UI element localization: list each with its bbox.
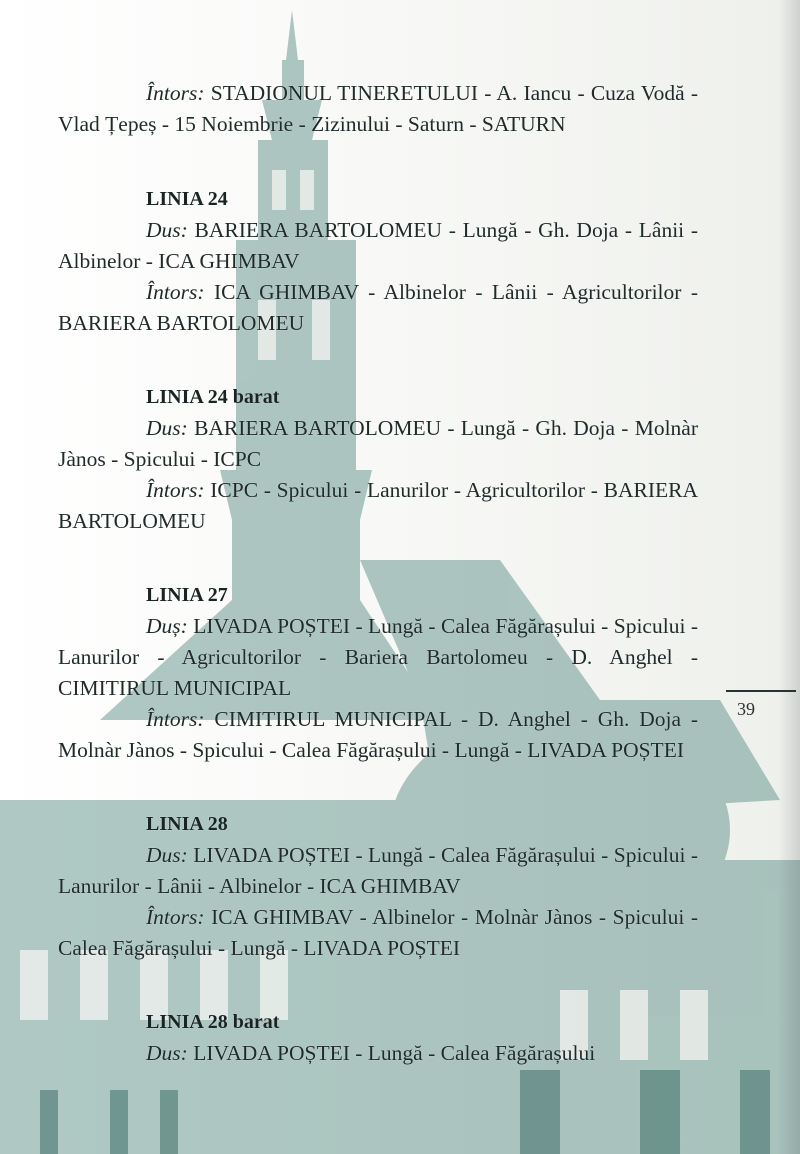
page-gutter-shadow [778, 0, 800, 1154]
line-title: LINIA 24 [146, 188, 228, 210]
dus-paragraph [58, 1038, 698, 1069]
intors-route: CIMITIRUL MUNICIPAL - D. Anghel - Gh. Doja - Molnàr Jànos - Spicului - Calea Făgărașului - Lungă - LIVADA POȘTEI [58, 707, 698, 762]
intors-paragraph [58, 704, 698, 766]
intors-route: ICPC - Spicului - Lanurilor - Agricultorilor - BARIERA BARTOLOMEU [58, 478, 698, 533]
dus-route: BARIERA BARTOLOMEU - Lungă - Gh. Doja - Molnàr Jànos - Spicului - ICPC [58, 416, 698, 471]
intors-label: Întors: [146, 81, 205, 105]
dus-paragraph [58, 840, 698, 902]
page-number: 39 [737, 699, 755, 719]
line-title: LINIA 24 barat [146, 386, 280, 408]
dus-paragraph [58, 413, 698, 475]
intors-paragraph [58, 277, 698, 339]
line-title: LINIA 28 barat [146, 1011, 280, 1033]
dus-label: Dus: [146, 1041, 188, 1065]
line-title: LINIA 27 [146, 584, 228, 606]
intors-route: STADIONUL TINERETULUI - A. Iancu - Cuza Vodă - Vlad Țepeș - 15 Noiembrie - Zizinului - Saturn - SATURN [58, 81, 698, 136]
dus-label: Duș: [146, 614, 188, 638]
dus-route: BARIERA BARTOLOMEU - Lungă - Gh. Doja - Lânii - Albinelor - ICA GHIMBAV [58, 218, 699, 273]
dus-route: LIVADA POȘTEI - Lungă - Calea Făgărașului - Spicului - Lanurilor - Lânii - Albinelor - ICA GHIMBAV [58, 843, 699, 898]
page-number-rule [726, 690, 796, 692]
intro-intors-paragraph [58, 78, 698, 140]
intors-label: Întors: [146, 478, 205, 502]
intors-paragraph [58, 475, 698, 537]
dus-label: Dus: [146, 218, 188, 242]
dus-paragraph [58, 611, 698, 704]
route-text [58, 78, 698, 1069]
intors-route: ICA GHIMBAV - Albinelor - Lânii - Agricultorilor - BARIERA BARTOLOMEU [58, 280, 699, 335]
intors-label: Întors: [146, 905, 205, 929]
dus-label: Dus: [146, 416, 188, 440]
dus-label: Dus: [146, 843, 188, 867]
intors-route: ICA GHIMBAV - Albinelor - Molnàr Jànos - Spicului - Calea Făgărașului - Lungă - LIVADA POȘTEI [58, 905, 698, 960]
dus-route: LIVADA POȘTEI - Lungă - Calea Făgărașului [193, 1041, 596, 1065]
intors-label: Întors: [146, 280, 205, 304]
line-title: LINIA 28 [146, 813, 228, 835]
dus-route: LIVADA POȘTEI - Lungă - Calea Făgărașului - Spicului - Lanurilor - Agricultorilor - Bariera Bartolomeu - D. Anghel - CIMITIRUL MUNICIPAL [58, 614, 699, 700]
intors-paragraph [58, 902, 698, 964]
dus-paragraph [58, 215, 698, 277]
intors-label: Întors: [146, 707, 205, 731]
